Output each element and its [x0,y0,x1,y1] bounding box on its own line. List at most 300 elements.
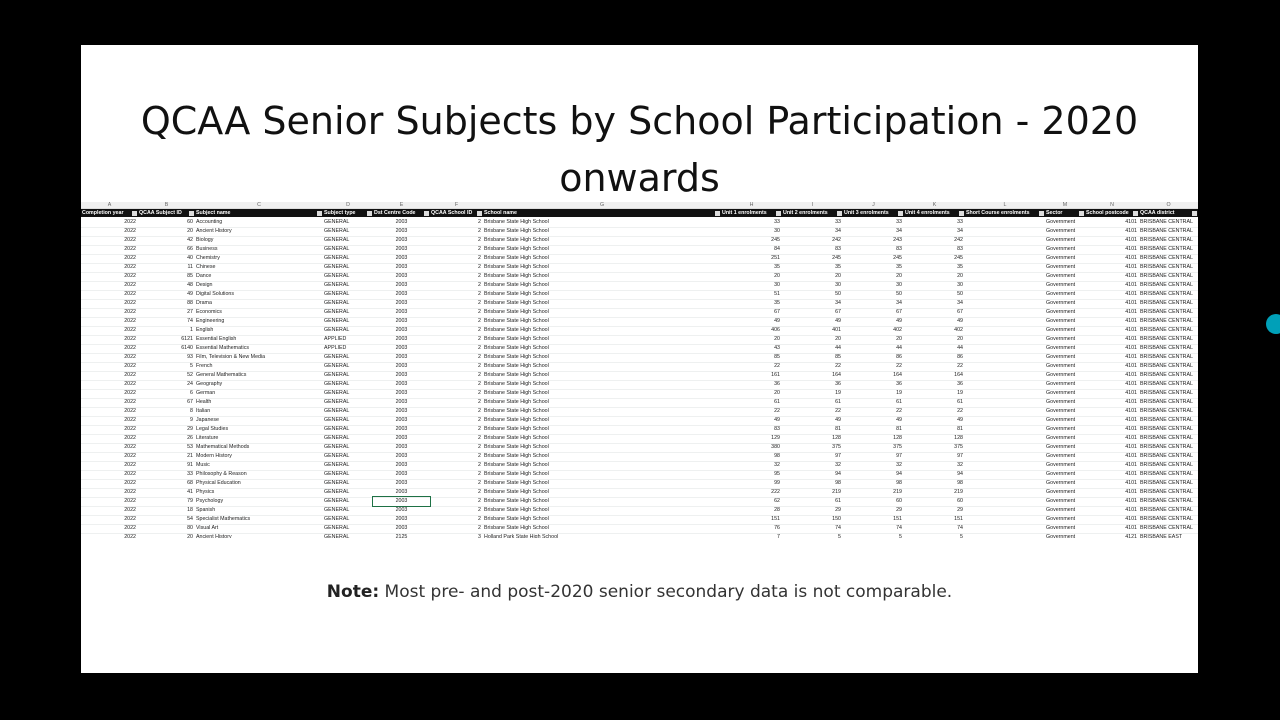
table-cell[interactable]: Government [1046,480,1076,486]
table-cell[interactable]: 4101 [1125,480,1137,486]
table-cell[interactable]: 2022 [124,327,136,333]
table-cell[interactable]: Italian [196,408,211,414]
table-cell[interactable]: 164 [893,372,902,378]
table-cell[interactable]: Brisbane State High School [484,237,549,243]
table-cell[interactable]: 2022 [124,525,136,531]
table-cell[interactable]: 98 [774,453,780,459]
table-cell[interactable]: 20 [187,228,193,234]
table-cell[interactable]: 2 [478,399,481,405]
table-cell[interactable]: 2 [478,498,481,504]
table-cell[interactable]: GENERAL [324,480,350,486]
table-cell[interactable]: 53 [187,444,193,450]
table-cell[interactable]: Brisbane State High School [484,390,549,396]
table-cell[interactable]: 76 [774,525,780,531]
column-letter[interactable]: F [454,202,459,208]
table-cell[interactable]: 21 [187,453,193,459]
table-cell[interactable]: 30 [957,282,963,288]
table-cell[interactable]: 54 [187,516,193,522]
table-cell[interactable]: 62 [774,498,780,504]
table-cell[interactable]: German [196,390,216,396]
table-cell[interactable]: 34 [896,300,902,306]
table-cell[interactable]: General Mathematics [196,372,247,378]
table-cell[interactable]: 68 [187,480,193,486]
column-header[interactable]: Sector [1045,209,1085,217]
column-letter[interactable]: I [811,202,814,208]
table-cell[interactable]: 36 [774,381,780,387]
table-cell[interactable]: Accounting [196,219,223,225]
table-cell[interactable]: 2003 [395,462,408,468]
table-cell[interactable]: 128 [893,435,902,441]
table-cell[interactable] [965,470,1045,479]
table-cell[interactable]: Government [1046,507,1076,513]
table-cell[interactable] [965,434,1045,443]
table-cell[interactable]: 2 [478,381,481,387]
table-cell[interactable]: BRISBANE CENTRAL [1140,354,1193,360]
filter-dropdown-icon[interactable] [477,211,482,216]
table-cell[interactable]: GENERAL [324,363,350,369]
table-cell[interactable]: 32 [896,462,902,468]
table-cell[interactable]: 20 [957,273,963,279]
table-cell[interactable]: 2003 [395,264,408,270]
table-cell[interactable]: 2022 [124,318,136,324]
table-cell[interactable]: 2003 [395,444,408,450]
table-cell[interactable]: Government [1046,363,1076,369]
table-cell[interactable]: 2 [478,372,481,378]
table-cell[interactable]: Brisbane State High School [484,336,549,342]
table-cell[interactable]: GENERAL [324,282,350,288]
table-cell[interactable]: 4101 [1125,399,1137,405]
table-cell[interactable]: 20 [774,390,780,396]
table-cell[interactable]: 4101 [1125,435,1137,441]
table-cell[interactable]: Government [1046,264,1076,270]
table-cell[interactable]: 2022 [124,282,136,288]
table-cell[interactable]: 402 [954,327,963,333]
table-cell[interactable]: 245 [893,255,902,261]
filter-dropdown-icon[interactable] [424,211,429,216]
table-cell[interactable] [965,254,1045,263]
table-cell[interactable]: 2003 [395,336,408,342]
table-cell[interactable]: Government [1046,300,1076,306]
table-cell[interactable]: 4101 [1125,228,1137,234]
table-cell[interactable]: 33 [774,219,780,225]
table-cell[interactable]: 97 [835,453,841,459]
table-cell[interactable]: 2003 [395,516,408,522]
table-cell[interactable]: 4101 [1125,327,1137,333]
table-cell[interactable]: Government [1046,426,1076,432]
table-cell[interactable] [965,443,1045,452]
table-cell[interactable]: Brisbane State High School [484,399,549,405]
table-cell[interactable]: 2003 [395,408,408,414]
filter-dropdown-icon[interactable] [189,211,194,216]
table-cell[interactable]: 129 [771,435,780,441]
table-cell[interactable]: Brisbane State High School [484,345,549,351]
table-cell[interactable]: APPLIED [324,345,347,351]
table-cell[interactable]: Chemistry [196,255,220,261]
table-cell[interactable]: Brisbane State High School [484,507,549,513]
table-cell[interactable]: 2003 [395,354,408,360]
column-header[interactable]: Subject name [195,209,323,217]
table-cell[interactable]: 61 [957,399,963,405]
table-cell[interactable]: 74 [835,525,841,531]
table-cell[interactable]: Government [1046,246,1076,252]
table-cell[interactable]: 151 [771,516,780,522]
table-cell[interactable]: 44 [835,345,841,351]
table-cell[interactable]: 4121 [1125,534,1137,538]
table-cell[interactable]: Brisbane State High School [484,354,549,360]
table-cell[interactable]: 2 [478,408,481,414]
table-cell[interactable]: 34 [835,228,841,234]
column-header[interactable]: QCAA School ID [430,209,483,217]
filter-dropdown-icon[interactable] [1039,211,1044,216]
table-cell[interactable]: BRISBANE CENTRAL [1140,327,1193,333]
table-cell[interactable]: 2 [478,246,481,252]
table-cell[interactable]: Health [196,399,212,405]
table-cell[interactable]: 2125 [395,534,408,538]
table-cell[interactable]: 4101 [1125,237,1137,243]
table-cell[interactable]: 4101 [1125,453,1137,459]
column-letter[interactable]: O [1166,202,1171,208]
table-cell[interactable]: Government [1046,462,1076,468]
table-cell[interactable]: BRISBANE CENTRAL [1140,282,1193,288]
table-cell[interactable] [965,299,1045,308]
table-cell[interactable]: 4101 [1125,507,1137,513]
table-cell[interactable]: BRISBANE CENTRAL [1140,363,1193,369]
table-cell[interactable]: 4101 [1125,345,1137,351]
table-cell[interactable]: 2022 [124,300,136,306]
table-cell[interactable]: 32 [774,462,780,468]
table-cell[interactable]: 20 [957,336,963,342]
table-cell[interactable]: 52 [187,372,193,378]
table-cell[interactable]: Specialist Mathematics [196,516,251,522]
table-cell[interactable]: 245 [771,237,780,243]
column-letter[interactable]: N [1110,202,1114,208]
table-cell[interactable]: 49 [835,417,841,423]
table-cell[interactable]: 20 [896,336,902,342]
table-cell[interactable]: 79 [187,498,193,504]
table-cell[interactable]: 60 [187,219,193,225]
table-cell[interactable]: 83 [957,246,963,252]
table-cell[interactable]: 4101 [1125,300,1137,306]
table-cell[interactable]: 2003 [395,372,408,378]
table-cell[interactable]: 4101 [1125,462,1137,468]
table-cell[interactable]: BRISBANE EAST [1140,534,1183,538]
table-cell[interactable] [965,425,1045,434]
table-cell[interactable] [965,380,1045,389]
table-cell[interactable]: 251 [771,255,780,261]
table-cell[interactable]: 86 [896,354,902,360]
table-cell[interactable]: 164 [954,372,963,378]
table-cell[interactable]: 97 [957,453,963,459]
table-cell[interactable]: BRISBANE CENTRAL [1140,219,1193,225]
table-cell[interactable]: 151 [954,516,963,522]
table-cell[interactable]: Brisbane State High School [484,228,549,234]
table-cell[interactable]: Physical Education [196,480,241,486]
table-cell[interactable]: 85 [187,273,193,279]
table-cell[interactable]: 49 [774,318,780,324]
table-cell[interactable]: 4101 [1125,336,1137,342]
table-cell[interactable]: 84 [774,246,780,252]
table-cell[interactable]: 6 [190,390,193,396]
table-cell[interactable]: Government [1046,336,1076,342]
table-cell[interactable]: 2022 [124,480,136,486]
column-letter[interactable]: E [399,202,404,208]
table-cell[interactable]: 2 [478,354,481,360]
table-cell[interactable]: 93 [187,354,193,360]
table-cell[interactable] [965,488,1045,497]
table-cell[interactable]: Physics [196,489,215,495]
table-cell[interactable]: BRISBANE CENTRAL [1140,381,1193,387]
table-cell[interactable]: 2022 [124,516,136,522]
table-cell[interactable]: 2 [478,525,481,531]
table-cell[interactable]: GENERAL [324,219,350,225]
table-cell[interactable]: BRISBANE CENTRAL [1140,435,1193,441]
table-cell[interactable]: 2003 [395,282,408,288]
table-cell[interactable]: GENERAL [324,426,350,432]
table-cell[interactable]: Government [1046,498,1076,504]
table-cell[interactable]: 18 [187,507,193,513]
column-header[interactable]: Unit 1 enrolments [721,209,782,217]
table-cell[interactable] [965,407,1045,416]
table-cell[interactable]: 4101 [1125,444,1137,450]
table-cell[interactable]: 50 [957,291,963,297]
table-cell[interactable]: 2 [478,309,481,315]
table-cell[interactable] [965,533,1045,538]
table-cell[interactable]: 2 [478,282,481,288]
table-cell[interactable]: 67 [957,309,963,315]
table-cell[interactable]: 2022 [124,246,136,252]
table-cell[interactable]: 2022 [124,291,136,297]
table-cell[interactable]: Brisbane State High School [484,462,549,468]
table-cell[interactable]: 2 [478,345,481,351]
table-cell[interactable]: Philosophy & Reason [196,471,247,477]
table-cell[interactable]: GENERAL [324,237,350,243]
table-cell[interactable]: GENERAL [324,228,350,234]
table-cell[interactable]: 2003 [395,309,408,315]
table-cell[interactable]: 33 [187,471,193,477]
table-cell[interactable]: Drama [196,300,212,306]
table-cell[interactable]: Film, Television & New Media [196,354,266,360]
table-cell[interactable]: 2003 [395,489,408,495]
table-cell[interactable]: 67 [774,309,780,315]
table-cell[interactable]: BRISBANE CENTRAL [1140,453,1193,459]
table-cell[interactable]: 94 [896,471,902,477]
table-cell[interactable]: 20 [774,273,780,279]
table-cell[interactable]: 4101 [1125,426,1137,432]
table-cell[interactable]: BRISBANE CENTRAL [1140,390,1193,396]
table-cell[interactable]: Government [1046,327,1076,333]
table-cell[interactable]: GENERAL [324,327,350,333]
table-cell[interactable]: 67 [835,309,841,315]
table-cell[interactable]: 243 [893,237,902,243]
filter-dropdown-icon[interactable] [132,211,137,216]
table-cell[interactable]: 83 [896,246,902,252]
table-cell[interactable]: BRISBANE CENTRAL [1140,228,1193,234]
table-cell[interactable]: 2 [478,471,481,477]
table-cell[interactable]: 402 [893,327,902,333]
table-cell[interactable]: 98 [896,480,902,486]
table-cell[interactable]: 48 [187,282,193,288]
filter-dropdown-icon[interactable] [959,211,964,216]
table-cell[interactable]: 98 [957,480,963,486]
table-cell[interactable]: 29 [835,507,841,513]
filter-dropdown-icon[interactable] [715,211,720,216]
table-cell[interactable]: 2 [478,453,481,459]
table-cell[interactable]: Brisbane State High School [484,318,549,324]
table-cell[interactable]: GENERAL [324,489,350,495]
table-cell[interactable]: 2003 [395,255,408,261]
table-cell[interactable]: GENERAL [324,390,350,396]
table-cell[interactable]: Government [1046,381,1076,387]
table-cell[interactable] [965,218,1045,227]
column-letter[interactable]: M [1062,202,1068,208]
table-cell[interactable]: Government [1046,471,1076,477]
table-cell[interactable]: 2 [478,255,481,261]
table-cell[interactable]: 5 [190,363,193,369]
table-cell[interactable]: 2003 [395,345,408,351]
table-cell[interactable]: 375 [893,444,902,450]
table-cell[interactable] [965,497,1045,506]
table-cell[interactable]: Essential English [196,336,237,342]
table-cell[interactable]: 2003 [395,453,408,459]
table-cell[interactable]: 60 [957,498,963,504]
table-cell[interactable]: 2003 [395,300,408,306]
table-cell[interactable] [965,524,1045,533]
table-cell[interactable]: 97 [896,453,902,459]
table-cell[interactable] [965,362,1045,371]
table-cell[interactable]: BRISBANE CENTRAL [1140,246,1193,252]
table-cell[interactable] [965,281,1045,290]
table-cell[interactable]: 22 [835,408,841,414]
column-header[interactable]: Unit 3 enrolments [843,209,904,217]
table-cell[interactable]: 44 [957,345,963,351]
table-cell[interactable]: 22 [896,363,902,369]
table-cell[interactable]: BRISBANE CENTRAL [1140,399,1193,405]
table-cell[interactable]: 219 [832,489,841,495]
table-cell[interactable]: 2003 [395,507,408,513]
table-cell[interactable]: 4101 [1125,417,1137,423]
table-cell[interactable]: Business [196,246,218,252]
table-cell[interactable]: 4101 [1125,498,1137,504]
table-cell[interactable]: Literature [196,435,219,441]
table-cell[interactable] [965,326,1045,335]
table-cell[interactable] [965,245,1045,254]
table-cell[interactable]: Brisbane State High School [484,516,549,522]
column-header[interactable]: QCAA Subject ID [138,209,195,217]
table-cell[interactable]: 2022 [124,399,136,405]
table-cell[interactable]: Brisbane State High School [484,498,549,504]
table-cell[interactable]: 61 [896,399,902,405]
table-cell[interactable]: Brisbane State High School [484,246,549,252]
table-cell[interactable]: 30 [774,282,780,288]
table-cell[interactable]: 28 [774,507,780,513]
table-cell[interactable]: 80 [187,525,193,531]
table-cell[interactable]: 40 [187,255,193,261]
table-cell[interactable]: GENERAL [324,372,350,378]
table-cell[interactable]: 6140 [181,345,193,351]
table-cell[interactable]: 49 [896,318,902,324]
table-cell[interactable]: BRISBANE CENTRAL [1140,489,1193,495]
table-cell[interactable]: Brisbane State High School [484,372,549,378]
table-cell[interactable]: 27 [187,309,193,315]
table-cell[interactable]: Brisbane State High School [484,435,549,441]
table-cell[interactable]: Brisbane State High School [484,525,549,531]
table-cell[interactable]: 94 [957,471,963,477]
table-cell[interactable]: Brisbane State High School [484,453,549,459]
table-cell[interactable]: 61 [774,399,780,405]
table-cell[interactable]: Music [196,462,210,468]
table-cell[interactable]: 219 [893,489,902,495]
table-cell[interactable]: BRISBANE CENTRAL [1140,444,1193,450]
table-cell[interactable]: Engineering [196,318,225,324]
table-cell[interactable]: GENERAL [324,408,350,414]
table-cell[interactable]: 242 [954,237,963,243]
table-cell[interactable]: 19 [957,390,963,396]
table-cell[interactable]: 128 [832,435,841,441]
table-cell[interactable]: 81 [957,426,963,432]
table-cell[interactable]: 88 [187,300,193,306]
table-cell[interactable]: Economics [196,309,222,315]
table-cell[interactable]: Government [1046,534,1076,538]
table-cell[interactable]: 2022 [124,390,136,396]
table-cell[interactable]: 30 [896,282,902,288]
table-cell[interactable]: GENERAL [324,471,350,477]
table-cell[interactable]: 2022 [124,507,136,513]
table-cell[interactable]: 51 [774,291,780,297]
table-cell[interactable]: 2003 [395,228,408,234]
table-cell[interactable]: 35 [835,264,841,270]
table-cell[interactable]: GENERAL [324,264,350,270]
table-cell[interactable] [965,236,1045,245]
table-cell[interactable]: 2 [478,237,481,243]
table-cell[interactable]: 2003 [373,497,430,506]
filter-dropdown-icon[interactable] [776,211,781,216]
table-cell[interactable]: BRISBANE CENTRAL [1140,525,1193,531]
table-cell[interactable]: 43 [774,345,780,351]
table-cell[interactable]: 161 [771,372,780,378]
table-cell[interactable]: 32 [835,462,841,468]
table-cell[interactable] [965,398,1045,407]
table-cell[interactable]: 49 [774,417,780,423]
table-cell[interactable] [965,227,1045,236]
table-cell[interactable]: 4101 [1125,219,1137,225]
table-cell[interactable]: GENERAL [324,354,350,360]
table-cell[interactable]: 2022 [124,453,136,459]
table-cell[interactable]: GENERAL [324,462,350,468]
table-cell[interactable]: 375 [954,444,963,450]
table-cell[interactable]: 2022 [124,489,136,495]
table-cell[interactable]: 36 [835,381,841,387]
table-cell[interactable]: 2003 [395,390,408,396]
table-cell[interactable]: 2 [478,390,481,396]
table-cell[interactable]: 49 [835,318,841,324]
table-cell[interactable]: Government [1046,291,1076,297]
table-cell[interactable]: 2 [478,291,481,297]
table-cell[interactable] [965,272,1045,281]
table-cell[interactable]: Spanish [196,507,216,513]
table-cell[interactable]: 4101 [1125,408,1137,414]
table-cell[interactable]: BRISBANE CENTRAL [1140,480,1193,486]
table-cell[interactable]: 2022 [124,372,136,378]
table-cell[interactable]: 2003 [395,246,408,252]
table-cell[interactable]: 5 [899,534,902,538]
table-cell[interactable]: 20 [774,336,780,342]
table-cell[interactable]: 22 [957,363,963,369]
table-cell[interactable]: 74 [187,318,193,324]
table-cell[interactable]: Digital Solutions [196,291,234,297]
table-cell[interactable]: 2 [478,228,481,234]
table-cell[interactable]: 29 [187,426,193,432]
table-cell[interactable] [965,353,1045,362]
